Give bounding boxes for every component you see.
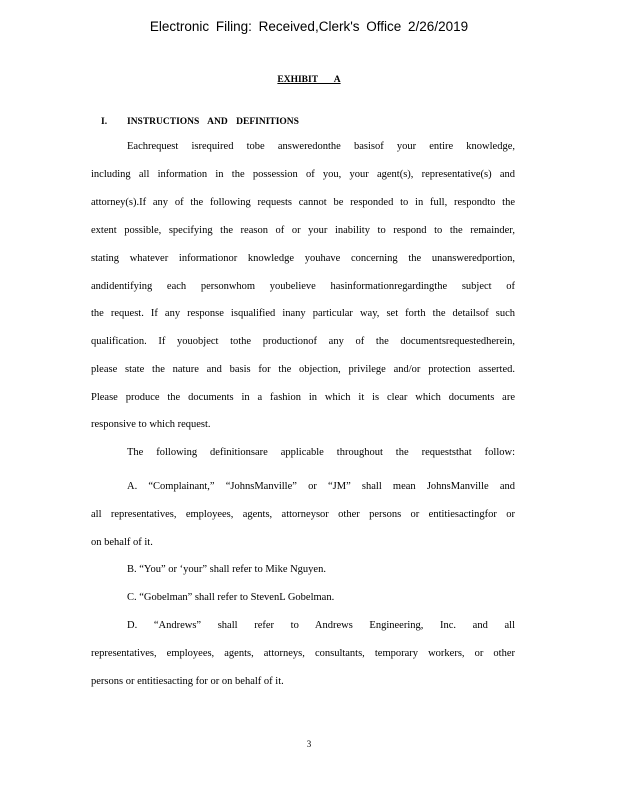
definition-d-line: D. “Andrews” shall refer to Andrews Engineering, Inc. and all: [127, 620, 515, 631]
instructions-line: please state the nature and basis for the objection, privilege and/or protection asserted.: [91, 364, 515, 375]
filing-header: Electronic Filing: Received,Clerk's Office 2/26/2019: [149, 19, 469, 34]
definition-c-line: C. “Gobelman” shall refer to StevenL Gobelman.: [127, 592, 335, 603]
instructions-line: extent possible, specifying the reason of or your inability to respond to the remainder,: [91, 225, 515, 236]
instructions-line: including all information in the possession of you, your agent(s), representative(s) and: [91, 169, 515, 180]
instructions-line: qualification. If youobject tothe productionof any of the documentsrequestedherein,: [91, 336, 515, 347]
instructions-line: Eachrequest isrequired tobe answeredonthe basisof your entire knowledge,: [127, 141, 515, 152]
section-number: I.: [101, 117, 108, 127]
definition-d-line: persons or entitiesacting for or on behalf of it.: [91, 676, 284, 687]
definition-a-line: A. “Complainant,” “JohnsManville” or “JM” shall mean JohnsManville and: [127, 481, 515, 492]
exhibit-title: EXHIBIT A: [277, 75, 341, 85]
instructions-line: attorney(s).If any of the following requests cannot be responded to in full, respondto the: [91, 197, 515, 208]
instructions-line: stating whatever informationor knowledge youhave concerning the unansweredportion,: [91, 253, 515, 264]
definition-b-line: B. “You” or ‘your” shall refer to Mike Nguyen.: [127, 564, 326, 575]
instructions-line: responsive to which request.: [91, 419, 211, 430]
instructions-line: andidentifying each personwhom youbelieve hasinformationregardingthe subject of: [91, 281, 515, 292]
instructions-line: the request. If any response isqualified inany particular way, set forth the detailsof such: [91, 308, 515, 319]
page-number: 3: [306, 739, 312, 749]
section-title: INSTRUCTIONS AND DEFINITIONS: [127, 117, 299, 127]
definition-a-line: on behalf of it.: [91, 537, 153, 548]
definition-d-line: representatives, employees, agents, attorneys, consultants, temporary workers, or other: [91, 648, 515, 659]
instructions-line: Please produce the documents in a fashion in which it is clear which documents are: [91, 392, 515, 403]
definitions-intro: The following definitionsare applicable throughout the requeststhat follow:: [127, 447, 515, 458]
definition-a-line: all representatives, employees, agents, attorneysor other persons or entitiesactingfor or: [91, 509, 515, 520]
